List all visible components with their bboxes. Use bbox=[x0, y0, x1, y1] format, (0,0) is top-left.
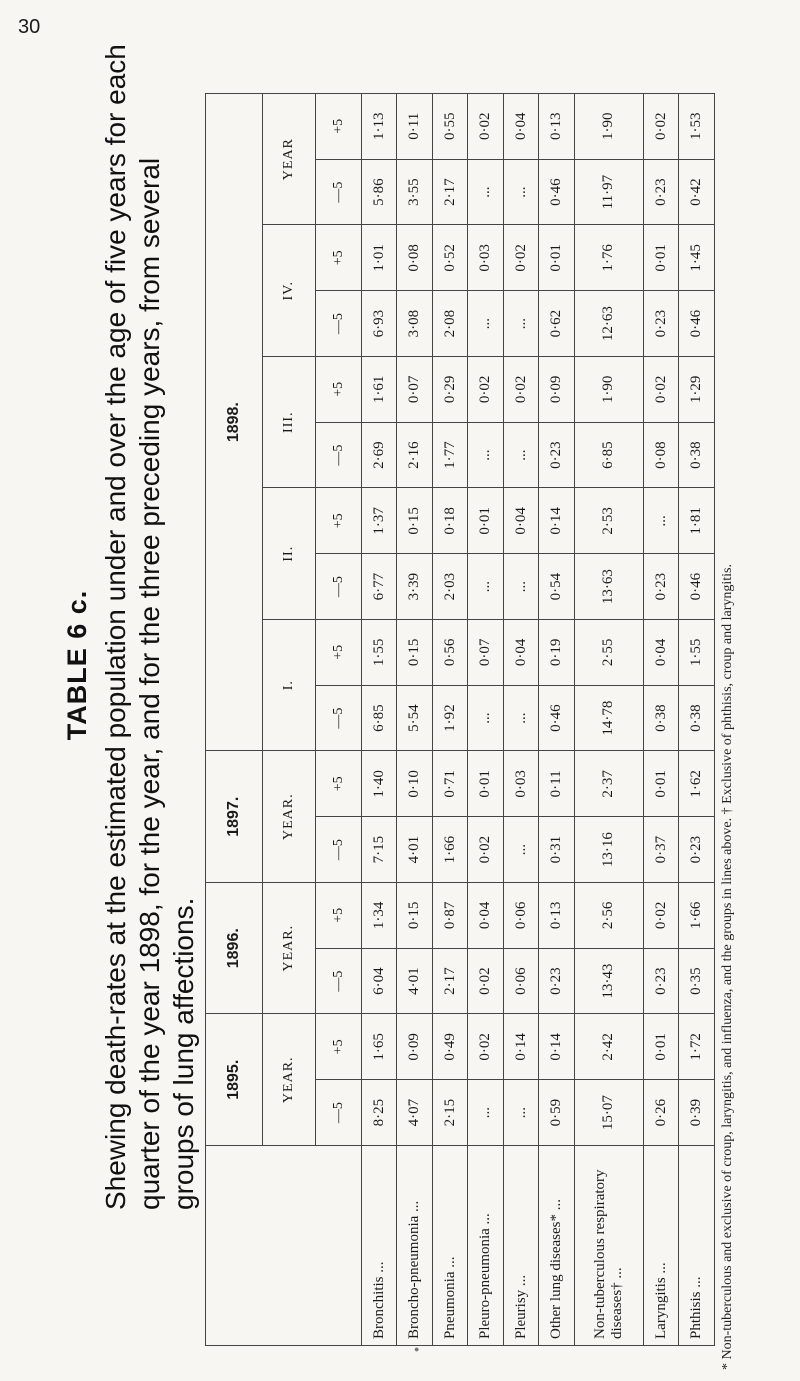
rate-cell: ... bbox=[643, 488, 679, 554]
rate-cell: ... bbox=[468, 685, 504, 751]
rate-cell: 2·56 bbox=[574, 882, 643, 948]
rate-cell: 0·02 bbox=[468, 817, 504, 883]
rate-cell: 0·52 bbox=[432, 225, 468, 291]
rate-cell: 0·38 bbox=[679, 685, 715, 751]
rate-cell: 0·23 bbox=[643, 554, 679, 620]
rate-cell: 2·16 bbox=[397, 422, 433, 488]
age-over-five-header: +5 bbox=[316, 488, 361, 554]
rate-cell: 1·13 bbox=[361, 93, 397, 159]
age-under-five-header: —5 bbox=[316, 1080, 361, 1146]
rate-cell: 0·31 bbox=[539, 817, 575, 883]
rate-cell: 0·46 bbox=[679, 554, 715, 620]
age-over-five-header: +5 bbox=[316, 1014, 361, 1080]
rate-cell: 0·35 bbox=[679, 948, 715, 1014]
rate-cell: ... bbox=[503, 422, 539, 488]
table-row bbox=[679, 93, 715, 1345]
table-row bbox=[643, 93, 679, 1345]
rate-cell: 1·01 bbox=[361, 225, 397, 291]
age-over-five-header: +5 bbox=[316, 225, 361, 291]
rate-cell: 0·87 bbox=[432, 882, 468, 948]
rate-cell: 0·04 bbox=[503, 93, 539, 159]
year-header-row bbox=[206, 93, 263, 1345]
rate-cell: 0·01 bbox=[539, 225, 575, 291]
rate-cell: 1·34 bbox=[361, 882, 397, 948]
rate-cell: 0·46 bbox=[539, 159, 575, 225]
rate-cell: 0·03 bbox=[503, 751, 539, 817]
table-row bbox=[432, 93, 468, 1345]
table-row bbox=[574, 93, 643, 1345]
year-1898-header: 1898. bbox=[206, 93, 263, 751]
rate-cell: 1·76 bbox=[574, 225, 643, 291]
rate-cell: 0·07 bbox=[468, 619, 504, 685]
rate-cell: 0·42 bbox=[679, 159, 715, 225]
rate-cell: 8·25 bbox=[361, 1080, 397, 1146]
rate-cell: 4·01 bbox=[397, 948, 433, 1014]
age-under-five-header: —5 bbox=[316, 159, 361, 225]
rate-cell: 0·02 bbox=[503, 356, 539, 422]
disease-label: Phthisis ... bbox=[679, 1146, 715, 1346]
rate-cell: 0·09 bbox=[397, 1014, 433, 1080]
rate-cell: 15·07 bbox=[574, 1080, 643, 1146]
age-over-five-header: +5 bbox=[316, 619, 361, 685]
age-under-five-header: —5 bbox=[316, 554, 361, 620]
disease-label: Pleuro-pneumonia ... bbox=[468, 1146, 504, 1346]
rate-cell: 0·04 bbox=[503, 488, 539, 554]
quarter-4-header: IV. bbox=[263, 225, 316, 357]
rate-cell: 1·90 bbox=[574, 93, 643, 159]
disease-label: Pneumonia ... bbox=[432, 1146, 468, 1346]
rate-cell: 0·39 bbox=[679, 1080, 715, 1146]
rate-cell: 0·54 bbox=[539, 554, 575, 620]
rate-cell: 0·18 bbox=[432, 488, 468, 554]
table-row bbox=[539, 93, 575, 1345]
rate-cell: 0·29 bbox=[432, 356, 468, 422]
quarter-1-header: I. bbox=[263, 619, 316, 751]
rate-cell: 0·13 bbox=[539, 882, 575, 948]
rate-cell: 0·71 bbox=[432, 751, 468, 817]
rate-cell: 0·02 bbox=[503, 225, 539, 291]
table-number: TABLE 6 c. bbox=[62, 589, 92, 741]
disease-column-header bbox=[206, 1146, 362, 1346]
page-number: 30 bbox=[18, 16, 41, 38]
rate-cell: 2·03 bbox=[432, 554, 468, 620]
age-over-five-header: +5 bbox=[316, 751, 361, 817]
rate-cell: 3·39 bbox=[397, 554, 433, 620]
rate-cell: 1·53 bbox=[679, 93, 715, 159]
rate-cell: 6·93 bbox=[361, 291, 397, 357]
rate-cell: 0·10 bbox=[397, 751, 433, 817]
rate-cell: 2·17 bbox=[432, 159, 468, 225]
rate-cell: 0·08 bbox=[397, 225, 433, 291]
rate-cell: 0·38 bbox=[643, 685, 679, 751]
age-under-five-header: —5 bbox=[316, 948, 361, 1014]
rate-cell: 0·19 bbox=[539, 619, 575, 685]
rate-cell: 1·72 bbox=[679, 1014, 715, 1080]
rate-cell: 0·02 bbox=[468, 93, 504, 159]
disease-label: Laryngitis ... bbox=[643, 1146, 679, 1346]
rate-cell: 0·62 bbox=[539, 291, 575, 357]
rate-cell: 0·37 bbox=[643, 817, 679, 883]
quarter-3-header: III. bbox=[263, 356, 316, 488]
rate-cell: 0·02 bbox=[468, 356, 504, 422]
rate-cell: 0·07 bbox=[397, 356, 433, 422]
rate-cell: 6·77 bbox=[361, 554, 397, 620]
rate-cell: ... bbox=[468, 291, 504, 357]
rate-cell: 1·55 bbox=[679, 619, 715, 685]
rate-cell: ... bbox=[503, 1080, 539, 1146]
rate-cell: 7·15 bbox=[361, 817, 397, 883]
rate-cell: 2·53 bbox=[574, 488, 643, 554]
rate-cell: 1·40 bbox=[361, 751, 397, 817]
death-rate-table bbox=[205, 93, 715, 1346]
rate-cell: ... bbox=[503, 159, 539, 225]
rate-cell: 1·66 bbox=[679, 882, 715, 948]
rate-cell: 0·01 bbox=[643, 1014, 679, 1080]
rate-cell: 1·62 bbox=[679, 751, 715, 817]
rate-cell: 0·08 bbox=[643, 422, 679, 488]
rate-cell: 2·37 bbox=[574, 751, 643, 817]
rate-cell: ... bbox=[503, 554, 539, 620]
rate-cell: 1·81 bbox=[679, 488, 715, 554]
rate-cell: 0·23 bbox=[643, 291, 679, 357]
rate-cell: 0·59 bbox=[539, 1080, 575, 1146]
rate-cell: 0·02 bbox=[643, 93, 679, 159]
rate-cell: 0·01 bbox=[643, 225, 679, 291]
year-1897-header: 1897. bbox=[206, 751, 263, 883]
rate-cell: 1·92 bbox=[432, 685, 468, 751]
heading-line-1: Shewing death-rates at the estimated population under and over the age of five years for each bbox=[100, 44, 131, 1210]
rate-cell: 0·49 bbox=[432, 1014, 468, 1080]
rate-cell: 1·55 bbox=[361, 619, 397, 685]
rate-cell: 0·23 bbox=[539, 422, 575, 488]
rate-cell: 0·56 bbox=[432, 619, 468, 685]
disease-label: Pleurisy ... bbox=[503, 1146, 539, 1346]
disease-label: Other lung diseases* ... bbox=[539, 1146, 575, 1346]
rate-cell: 0·15 bbox=[397, 882, 433, 948]
rate-cell: ... bbox=[468, 554, 504, 620]
rate-cell: 1·29 bbox=[679, 356, 715, 422]
disease-label: Broncho-pneumonia ... bbox=[397, 1146, 433, 1346]
rate-cell: 0·02 bbox=[468, 1014, 504, 1080]
rate-cell: 0·14 bbox=[539, 1014, 575, 1080]
rate-cell: 0·23 bbox=[643, 159, 679, 225]
rate-cell: 0·15 bbox=[397, 488, 433, 554]
rate-cell: 3·08 bbox=[397, 291, 433, 357]
age-over-five-header: +5 bbox=[316, 356, 361, 422]
year-1898-total-header: YEAR bbox=[263, 93, 316, 225]
table-row bbox=[468, 93, 504, 1345]
rate-cell: 4·07 bbox=[397, 1080, 433, 1146]
rate-cell: 0·01 bbox=[468, 751, 504, 817]
age-under-five-header: —5 bbox=[316, 422, 361, 488]
rate-cell: 0·23 bbox=[539, 948, 575, 1014]
table-heading bbox=[62, 44, 212, 1210]
stray-mark: ● bbox=[414, 1344, 420, 1354]
year-1895-period: YEAR. bbox=[263, 1014, 316, 1146]
rate-cell: 0·38 bbox=[679, 422, 715, 488]
quarter-2-header: II. bbox=[263, 488, 316, 620]
rate-cell: 1·45 bbox=[679, 225, 715, 291]
rate-cell: 2·55 bbox=[574, 619, 643, 685]
rate-cell: ... bbox=[468, 159, 504, 225]
rate-cell: 3·55 bbox=[397, 159, 433, 225]
table-body bbox=[361, 93, 714, 1345]
rate-cell: 0·06 bbox=[503, 948, 539, 1014]
rate-cell: 1·90 bbox=[574, 356, 643, 422]
rate-cell: 1·61 bbox=[361, 356, 397, 422]
rate-cell: 0·02 bbox=[643, 882, 679, 948]
rate-cell: ... bbox=[468, 1080, 504, 1146]
rate-cell: 13·63 bbox=[574, 554, 643, 620]
rate-cell: 0·11 bbox=[539, 751, 575, 817]
rate-cell: 0·11 bbox=[397, 93, 433, 159]
rate-cell: 1·66 bbox=[432, 817, 468, 883]
footnote: * Non-tuberculous and exclusive of croup, laryngitis, and influenza, and the groups in lines above. † Exclusive of phthisis, croup and laryngitis. bbox=[720, 564, 735, 1370]
rate-cell: 0·23 bbox=[643, 948, 679, 1014]
rate-cell: 13·16 bbox=[574, 817, 643, 883]
rate-cell: 6·04 bbox=[361, 948, 397, 1014]
rate-cell: 0·06 bbox=[503, 882, 539, 948]
rate-cell: 1·37 bbox=[361, 488, 397, 554]
age-over-five-header: +5 bbox=[316, 882, 361, 948]
rate-cell: ... bbox=[503, 291, 539, 357]
rate-cell: 0·09 bbox=[539, 356, 575, 422]
age-under-five-header: —5 bbox=[316, 817, 361, 883]
rate-cell: 0·02 bbox=[468, 948, 504, 1014]
rate-cell: 0·26 bbox=[643, 1080, 679, 1146]
age-over-five-header: +5 bbox=[316, 93, 361, 159]
heading-line-2: quarter of the year 1898, for the year, and for the three preceding years, from several bbox=[134, 157, 165, 1210]
rate-cell: ... bbox=[503, 685, 539, 751]
rate-cell: 0·15 bbox=[397, 619, 433, 685]
rate-cell: 0·04 bbox=[503, 619, 539, 685]
disease-label: Bronchitis ... bbox=[361, 1146, 397, 1346]
rate-cell: 0·23 bbox=[679, 817, 715, 883]
table-row bbox=[361, 93, 397, 1345]
rate-cell: 0·13 bbox=[539, 93, 575, 159]
rate-cell: 4·01 bbox=[397, 817, 433, 883]
year-1897-period: YEAR. bbox=[263, 751, 316, 883]
rate-cell: 5·54 bbox=[397, 685, 433, 751]
age-under-five-header: —5 bbox=[316, 685, 361, 751]
rate-cell: ... bbox=[503, 817, 539, 883]
rate-cell: ... bbox=[468, 422, 504, 488]
rate-cell: 0·04 bbox=[643, 619, 679, 685]
rate-cell: 0·01 bbox=[468, 488, 504, 554]
table-row bbox=[503, 93, 539, 1345]
table-row bbox=[397, 93, 433, 1345]
rate-cell: 0·14 bbox=[503, 1014, 539, 1080]
rate-cell: 14·78 bbox=[574, 685, 643, 751]
rate-cell: 0·55 bbox=[432, 93, 468, 159]
year-1896-period: YEAR. bbox=[263, 882, 316, 1014]
rate-cell: 11·97 bbox=[574, 159, 643, 225]
rate-cell: 1·65 bbox=[361, 1014, 397, 1080]
rate-cell: 2·69 bbox=[361, 422, 397, 488]
rate-cell: 0·46 bbox=[539, 685, 575, 751]
rate-cell: 2·08 bbox=[432, 291, 468, 357]
death-rate-table-wrapper bbox=[205, 94, 715, 1346]
age-under-five-header: —5 bbox=[316, 291, 361, 357]
rate-cell: 12·63 bbox=[574, 291, 643, 357]
rate-cell: 0·01 bbox=[643, 751, 679, 817]
disease-label: Non-tuberculous respiratory diseases† ... bbox=[574, 1146, 643, 1346]
year-1896-header: 1896. bbox=[206, 882, 263, 1014]
heading-line-3: groups of lung affections. bbox=[168, 897, 199, 1210]
rate-cell: 0·02 bbox=[643, 356, 679, 422]
rate-cell: 2·42 bbox=[574, 1014, 643, 1080]
rate-cell: 0·03 bbox=[468, 225, 504, 291]
rate-cell: 5·86 bbox=[361, 159, 397, 225]
rate-cell: 0·14 bbox=[539, 488, 575, 554]
rate-cell: 1·77 bbox=[432, 422, 468, 488]
rate-cell: 6·85 bbox=[361, 685, 397, 751]
rate-cell: 6·85 bbox=[574, 422, 643, 488]
rate-cell: 2·17 bbox=[432, 948, 468, 1014]
rate-cell: 0·46 bbox=[679, 291, 715, 357]
year-1895-header: 1895. bbox=[206, 1014, 263, 1146]
rate-cell: 2·15 bbox=[432, 1080, 468, 1146]
rate-cell: 0·04 bbox=[468, 882, 504, 948]
rate-cell: 13·43 bbox=[574, 948, 643, 1014]
